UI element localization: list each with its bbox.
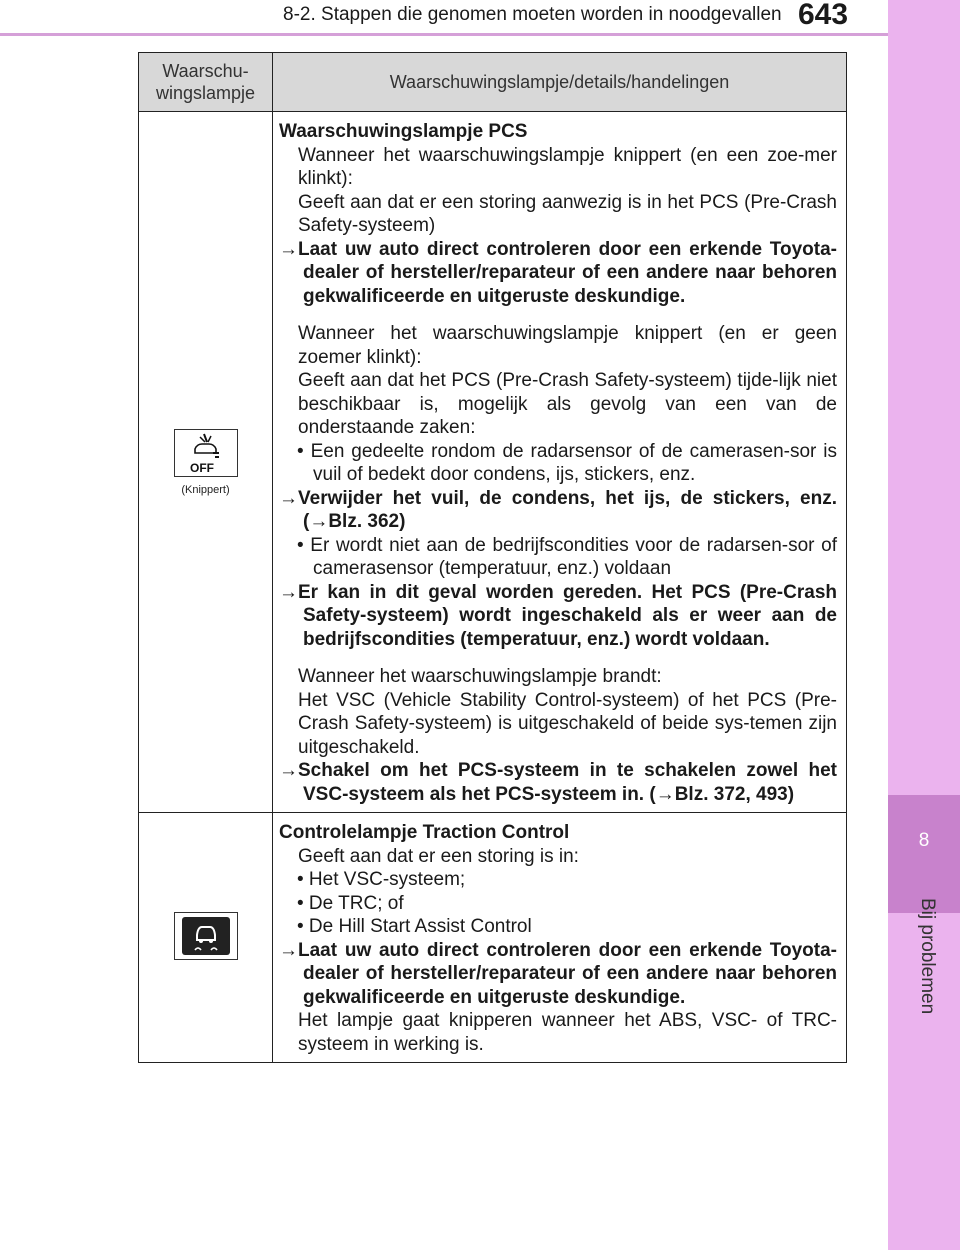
- icon-cell: [139, 112, 273, 813]
- icon-off-text: OFF: [189, 460, 214, 475]
- table-row: [139, 813, 847, 1063]
- action-instruction: →Er kan in dit geval worden gereden. Het PCS (Pre-Crash Safety-systeem) wordt ingeschakeld als er weer aan de bedrijfscondities (temperatuur, enz.) wordt voldaan.: [279, 581, 837, 650]
- header-rule: [0, 33, 888, 36]
- light-title: Controlelampje Traction Control: [279, 822, 570, 843]
- paragraph: Geeft aan dat er een storing is in:: [298, 845, 579, 867]
- bullet-item: • Het VSC-systeem;: [297, 869, 466, 890]
- bullet-item: • De Hill Start Assist Control: [297, 916, 532, 937]
- chapter-number-box: [888, 795, 960, 913]
- traction-control-icon: [174, 912, 238, 960]
- icon-cell: [139, 813, 273, 1063]
- details-cell: [273, 813, 847, 1063]
- chapter-side-tab: [888, 0, 960, 1250]
- paragraph: Het lampje gaat knipperen wanneer het ABS, VSC- of TRC-systeem in werking is.: [298, 1010, 837, 1055]
- paragraph: Wanneer het waarschuwingslampje knippert (en er geen zoemer klinkt):: [298, 323, 837, 368]
- action-instruction: →Laat uw auto direct controleren door een erkende Toyota-dealer of hersteller/reparateur of een andere naar behoren gekwalificeerde en uitgeruste deskundige.: [279, 939, 837, 1008]
- icon-caption: (Knippert): [181, 483, 230, 496]
- bullet-item: • Een gedeelte rondom de radarsensor of de camerasen-sor is vuil of bedekt door condens, ijs, stickers, enz.: [297, 440, 837, 485]
- paragraph: Geeft aan dat er een storing aanwezig is in het PCS (Pre-Crash Safety-systeem): [298, 191, 837, 236]
- chapter-title: Bij problemen: [917, 898, 938, 1015]
- chapter-number: 8: [918, 830, 930, 851]
- column-header-light: [139, 53, 273, 112]
- action-instruction: →Laat uw auto direct controleren door een erkende Toyota-dealer of hersteller/reparateur of een andere naar behoren gekwalificeerde en uitgeruste deskundige.: [279, 238, 837, 307]
- page-number: 643: [798, 0, 849, 31]
- bullet-item: • Er wordt niet aan de bedrijfscondities voor de radarsen-sor of camerasensor (temperatuur, enz.) voldaan: [297, 534, 837, 579]
- paragraph: Wanneer het waarschuwingslampje knippert (en een zoe-mer klinkt):: [298, 144, 837, 189]
- action-instruction: →Verwijder het vuil, de condens, het ijs, de stickers, enz. (→Blz. 362): [279, 487, 837, 532]
- bullet-item: • De TRC; of: [297, 892, 404, 914]
- paragraph: Wanneer het waarschuwingslampje brandt:: [298, 666, 662, 687]
- paragraph: Het VSC (Vehicle Stability Control-systeem) of het PCS (Pre-Crash Safety-systeem) is uitgeschakeld of beide sys-temen zijn uitgeschakeld.: [298, 689, 837, 758]
- table-header-row: [139, 53, 847, 112]
- pcs-off-warning-icon: [174, 429, 238, 477]
- details-cell: [273, 112, 847, 813]
- table-row: [139, 112, 847, 813]
- warning-light-table: [138, 52, 847, 1063]
- light-title: Waarschuwingslampje PCS: [279, 121, 528, 142]
- column-header-light-label: Waarschu- wingslampje: [155, 61, 256, 103]
- paragraph: Geeft aan dat het PCS (Pre-Crash Safety-systeem) tijde-lijk niet beschikbaar is, mogelijk als gevolg van een van de onderstaande zaken:: [298, 370, 837, 438]
- column-header-details: Waarschuwingslampje/details/handelingen: [273, 53, 847, 112]
- section-title: 8-2. Stappen die genomen moeten worden in noodgevallen: [283, 4, 782, 25]
- action-instruction: →Schakel om het PCS-systeem in te schakelen zowel het VSC-systeem als het PCS-systeem in. (→Blz. 372, 493): [279, 760, 837, 805]
